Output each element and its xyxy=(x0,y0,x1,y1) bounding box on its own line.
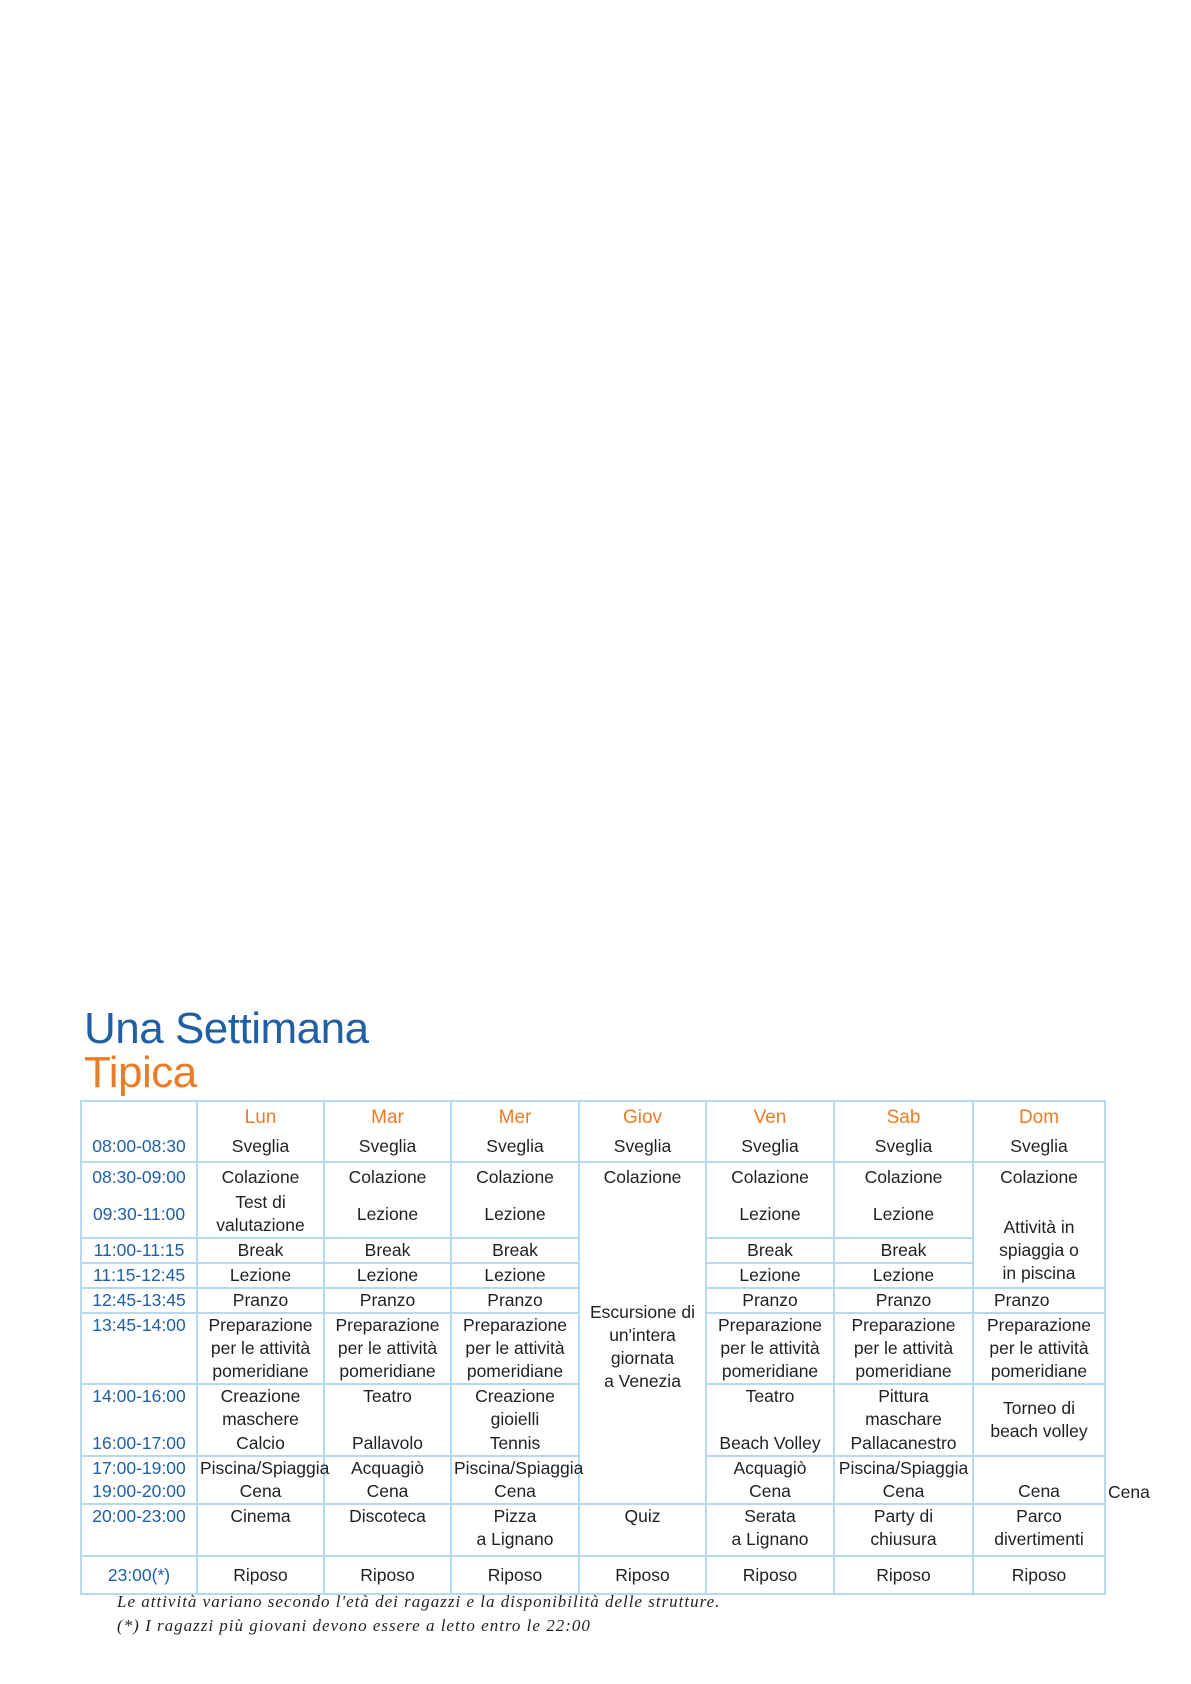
cell-line: pomeridiane xyxy=(721,1361,819,1381)
cell-mar: Acquagiò xyxy=(324,1456,451,1480)
cell-mer: Lezione xyxy=(451,1263,579,1288)
cell-line: chiusura xyxy=(870,1529,937,1549)
table-row xyxy=(81,1132,1105,1162)
cell-mar: Discoteca xyxy=(324,1504,451,1556)
cell-mer xyxy=(451,1384,579,1432)
cell-giov: Colazione xyxy=(579,1162,706,1191)
cell-mar: Pallavolo xyxy=(324,1432,451,1456)
cell-sab: Colazione xyxy=(834,1162,973,1191)
time-cell: 08:00-08:30 xyxy=(81,1132,197,1162)
cell-lun: Cinema xyxy=(197,1504,324,1556)
cell-ven: Cena xyxy=(834,1480,973,1504)
cell-lun: Riposo xyxy=(197,1556,324,1594)
cell-line: Escursione di xyxy=(589,1302,696,1322)
cell-lun: Colazione xyxy=(197,1162,324,1191)
cell-sab: Pallacanestro xyxy=(834,1432,973,1456)
cell-ven xyxy=(706,1313,834,1384)
header-day-mar: Mar xyxy=(324,1101,451,1132)
cell-line: per le attività xyxy=(210,1338,311,1358)
cell-line: Pittura xyxy=(878,1386,929,1406)
cell-giov: Riposo xyxy=(579,1556,706,1594)
cell-line: per le attività xyxy=(989,1338,1089,1358)
header-day-lun: Lun xyxy=(197,1101,324,1132)
cell-dom: Pranzo xyxy=(973,1288,1105,1313)
cell-mer xyxy=(451,1504,579,1556)
cell-line: maschere xyxy=(222,1409,299,1429)
time-cell: 08:30-09:00 xyxy=(81,1162,197,1191)
cell-sab: Break xyxy=(834,1238,973,1263)
cell-sab: Piscina/Spiaggia xyxy=(834,1456,973,1480)
cell-line: Attività in xyxy=(1003,1217,1075,1237)
cell-ven: Teatro xyxy=(706,1384,834,1432)
cell-ven: Acquagiò xyxy=(706,1456,834,1480)
cell-ven: Lezione xyxy=(706,1191,834,1238)
table-row xyxy=(81,1191,1105,1238)
cell-line: Creazione xyxy=(220,1386,301,1406)
header-day-sab: Sab xyxy=(834,1101,973,1132)
cell-mar: Lezione xyxy=(324,1263,451,1288)
cell-mar: Cena xyxy=(324,1480,451,1504)
cell-ven: Riposo xyxy=(706,1556,834,1594)
cell-mer: Riposo xyxy=(451,1556,579,1594)
header-day-giov: Giov xyxy=(579,1101,706,1132)
cell-line: per le attività xyxy=(853,1338,954,1358)
cell-line: Torneo di xyxy=(1003,1398,1075,1418)
cell-sab: Pranzo xyxy=(834,1288,973,1313)
cell-line: Creazione xyxy=(475,1386,555,1406)
cell-mar: Pranzo xyxy=(324,1288,451,1313)
cell-mer: Cena xyxy=(451,1480,579,1504)
cell-dom: Sveglia xyxy=(973,1132,1105,1162)
cell-dom: Riposo xyxy=(973,1556,1105,1594)
cell-line: valutazione xyxy=(216,1215,305,1235)
cell-sab: Sveglia xyxy=(834,1132,973,1162)
cell-line: pomeridiane xyxy=(212,1361,309,1381)
cell-line: a Lignano xyxy=(476,1529,554,1549)
cell-line: pomeridiane xyxy=(339,1361,436,1381)
time-cell: 12:45-13:45 xyxy=(81,1288,197,1313)
cell-mer: Colazione xyxy=(451,1162,579,1191)
cell-mer: Piscina/Spiaggia xyxy=(451,1456,579,1480)
table-row: 19:00-20:00 Cena Cena Cena Cena Cena Cena xyxy=(81,1480,1105,1504)
cell-sab: Lezione xyxy=(834,1191,973,1238)
cell-line: spiaggia o xyxy=(999,1240,1079,1260)
cell-lun xyxy=(197,1313,324,1384)
cell-line: Serata xyxy=(744,1506,796,1526)
cell-giov: Quiz xyxy=(579,1504,706,1556)
cell-line: per le attività xyxy=(337,1338,438,1358)
cell-lun: Break xyxy=(197,1238,324,1263)
cell-line: maschare xyxy=(865,1409,942,1429)
cell-ven: Beach Volley xyxy=(706,1432,834,1456)
cell-ven xyxy=(706,1504,834,1556)
cell-ven: Lezione xyxy=(706,1263,834,1288)
cell-lun xyxy=(197,1191,324,1238)
cell-giov-excursion xyxy=(579,1191,706,1504)
cell-dom-spiaggia xyxy=(973,1191,1105,1288)
cell-lun: Sveglia xyxy=(197,1132,324,1162)
time-cell: 19:00-20:00 xyxy=(81,1480,197,1504)
cell-lun: Pranzo xyxy=(197,1288,324,1313)
cell-mer: Pranzo xyxy=(451,1288,579,1313)
cell-sab xyxy=(834,1384,973,1432)
cell-mar: Colazione xyxy=(324,1162,451,1191)
header-day-ven: Ven xyxy=(706,1101,834,1132)
time-cell: 20:00-23:00 xyxy=(81,1504,197,1556)
cell-line: per le attività xyxy=(465,1338,565,1358)
footnote-activities: Le attività variano secondo l'età dei ragazzi e la disponibilità delle strutture. xyxy=(117,1592,721,1611)
cell-lun: Piscina/Spiaggia xyxy=(197,1456,324,1480)
cell-line: Preparazione xyxy=(335,1315,440,1335)
cell-line: giornata xyxy=(610,1348,675,1368)
cell-mar: Break xyxy=(324,1238,451,1263)
cell-ven: Break xyxy=(706,1238,834,1263)
time-cell: 11:00-11:15 xyxy=(81,1238,197,1263)
cell-line: beach volley xyxy=(990,1421,1088,1441)
time-cell: 14:00-16:00 xyxy=(81,1384,197,1432)
cell-line: Parco xyxy=(1016,1506,1062,1526)
cell-lun xyxy=(197,1384,324,1432)
cell-sab: Riposo xyxy=(834,1556,973,1594)
time-cell: 11:15-12:45 xyxy=(81,1263,197,1288)
cell-sab: Lezione xyxy=(834,1263,973,1288)
cell-line: Party di xyxy=(873,1506,934,1526)
cell-mer xyxy=(451,1313,579,1384)
header-empty-cell xyxy=(81,1101,197,1132)
cell-sab xyxy=(834,1504,973,1556)
cell-ven: Colazione xyxy=(706,1162,834,1191)
cell-line: Preparazione xyxy=(462,1315,568,1335)
cell-giov: Cena xyxy=(706,1480,834,1504)
title-line-1: Una Settimana xyxy=(84,1004,369,1053)
footnote-bedtime: (*) I ragazzi più giovani devono essere a letto entro le 22:00 xyxy=(117,1616,591,1635)
cell-mer: Lezione xyxy=(451,1191,579,1238)
header-day-mer: Mer xyxy=(451,1101,579,1132)
table-row xyxy=(81,1162,1105,1191)
cell-line: a Lignano xyxy=(731,1529,809,1549)
cell-mer: Break xyxy=(451,1238,579,1263)
cell-line: pomeridiane xyxy=(855,1361,952,1381)
cell-mer: Sveglia xyxy=(451,1132,579,1162)
cell-line: per le attività xyxy=(720,1338,820,1358)
cell-line: gioielli xyxy=(490,1409,540,1429)
table-row xyxy=(81,1556,1105,1594)
cell-line: Preparazione xyxy=(208,1315,313,1335)
cell-mar: Sveglia xyxy=(324,1132,451,1162)
cell-sab xyxy=(834,1313,973,1384)
cell-line: Preparazione xyxy=(986,1315,1092,1335)
cell-line: Pizza xyxy=(493,1506,537,1526)
cell-mar: Teatro xyxy=(324,1384,451,1432)
cell-dom-torneo xyxy=(973,1384,1105,1456)
cell-line: Test di xyxy=(235,1192,286,1212)
cell-line: Preparazione xyxy=(717,1315,823,1335)
time-cell: 23:00(*) xyxy=(81,1556,197,1594)
cell-dom xyxy=(973,1313,1105,1384)
cell-mer: Tennis xyxy=(451,1432,579,1456)
time-cell: 17:00-19:00 xyxy=(81,1456,197,1480)
header-day-dom: Dom xyxy=(973,1101,1105,1132)
cell-line: pomeridiane xyxy=(466,1361,564,1381)
cell-giov: Sveglia xyxy=(579,1132,706,1162)
time-cell: 13:45-14:00 xyxy=(81,1313,197,1384)
cell-lun: Calcio xyxy=(197,1432,324,1456)
time-cell: 09:30-11:00 xyxy=(81,1191,197,1238)
table-row xyxy=(81,1504,1105,1556)
cell-ven: Sveglia xyxy=(706,1132,834,1162)
cell-dom-cena: Cena xyxy=(973,1456,1105,1504)
cell-line: in piscina xyxy=(1002,1263,1076,1283)
cell-lun: Cena xyxy=(197,1480,324,1504)
cell-mar: Riposo xyxy=(324,1556,451,1594)
time-cell: 16:00-17:00 xyxy=(81,1432,197,1456)
title-line-2: Tipica xyxy=(84,1048,197,1097)
cell-line: divertimenti xyxy=(994,1529,1084,1549)
cell-line: a Venezia xyxy=(604,1371,681,1391)
cell-line: Preparazione xyxy=(851,1315,956,1335)
cell-line: pomeridiane xyxy=(990,1361,1088,1381)
cell-mar: Lezione xyxy=(324,1191,451,1238)
weekly-schedule-table xyxy=(80,1100,1150,1595)
cell-ven: Pranzo xyxy=(706,1288,834,1313)
cell-mar xyxy=(324,1313,451,1384)
cell-line: un'intera xyxy=(609,1325,676,1345)
cell-lun: Lezione xyxy=(197,1263,324,1288)
cell-dom: Colazione xyxy=(973,1162,1105,1191)
table-header-row xyxy=(81,1101,1105,1132)
page-title xyxy=(84,1004,369,1097)
cell-dom xyxy=(973,1504,1105,1556)
